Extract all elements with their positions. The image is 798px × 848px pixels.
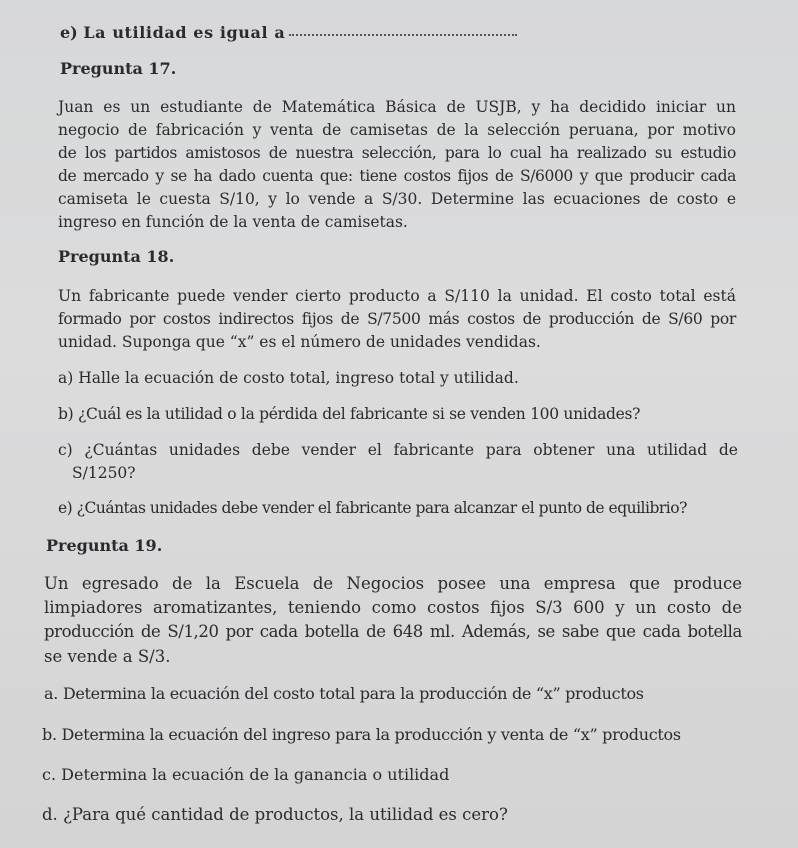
q18-item-b-text: ¿Cuál es la utilidad o la pérdida del fabricante si se venden 100 unidades?: [78, 405, 641, 423]
q19-item-b-label: b.: [42, 725, 57, 744]
q19-item-a-label: a.: [44, 684, 59, 703]
q18-item-c-cont: S/1250?: [72, 464, 136, 482]
q19-line-3: producción de S/1,20 por cada botella de 648 ml. Además, se sabe que cada botella: [44, 622, 742, 641]
q19-item-c: [42, 764, 449, 786]
q18-title: Pregunta 18.: [58, 247, 175, 266]
q18-item-c: [58, 439, 738, 461]
q19-item-d-text: ¿Para qué cantidad de productos, la utilidad es cero?: [63, 805, 508, 824]
q19-item-c-text: Determina la ecuación de la ganancia o utilidad: [61, 765, 450, 784]
q19-item-c-label: c.: [42, 765, 57, 784]
q19-item-d: [42, 804, 508, 826]
q18-item-e: [58, 497, 687, 519]
q19-item-d-label: d.: [42, 805, 58, 824]
top-item-text: La utilidad es igual a: [83, 23, 286, 42]
q18-line-3: unidad. Suponga que “x” es el número de unidades vendidas.: [58, 333, 541, 351]
q18-item-a-label: a): [58, 369, 74, 387]
q18-item-e-label: e): [58, 499, 73, 517]
answer-blank: [289, 33, 517, 36]
q18-item-b-label: b): [58, 405, 74, 423]
q19-title: Pregunta 19.: [46, 536, 163, 555]
q18-item-e-text: ¿Cuántas unidades debe vender el fabricante para alcanzar el punto de equilibrio?: [76, 499, 687, 517]
q19-item-b-text: Determina la ecuación del ingreso para la producción y venta de “x” productos: [61, 725, 681, 744]
top-item: [60, 22, 517, 44]
q19-item-b: [42, 724, 681, 746]
q18-line-1: Un fabricante puede vender cierto producto a S/110 la unidad. El costo total está: [58, 287, 736, 305]
q17-line-3: de los partidos amistosos de nuestra selección, para lo cual ha realizado su estudio: [58, 144, 736, 162]
q18-item-b: [58, 403, 640, 425]
q18-item-a-text: Halle la ecuación de costo total, ingreso total y utilidad.: [78, 369, 519, 387]
q17-line-6: ingreso en función de la venta de camisetas.: [58, 213, 408, 231]
q18-item-a: [58, 367, 519, 389]
q19-line-2: limpiadores aromatizantes, teniendo como costos fijos S/3 600 y un costo de: [44, 598, 742, 617]
q19-line-4: se vende a S/3.: [44, 647, 171, 666]
q17-line-5: camiseta le cuesta S/10, y lo vende a S/30. Determine las ecuaciones de costo e: [58, 190, 736, 208]
q19-item-a-text: Determina la ecuación del costo total para la producción de “x” productos: [62, 684, 644, 703]
q17-line-2: negocio de fabricación y venta de camisetas de la selección peruana, por motivo: [58, 121, 736, 139]
q19-line-1: Un egresado de la Escuela de Negocios posee una empresa que produce: [44, 574, 742, 593]
top-item-label: e): [60, 23, 78, 42]
q18-line-2: formado por costos indirectos fijos de S/7500 más costos de producción de S/60 por: [58, 310, 736, 328]
q17-title: Pregunta 17.: [60, 59, 177, 78]
q17-line-1: Juan es un estudiante de Matemática Básica de USJB, y ha decidido iniciar un: [58, 98, 736, 116]
q18-item-c-label: c): [58, 441, 73, 459]
q18-item-c-text: ¿Cuántas unidades debe vender el fabricante para obtener una utilidad de: [84, 441, 738, 459]
q19-item-a: [44, 683, 644, 705]
q17-line-4: de mercado y se ha dado cuenta que: tiene costos fijos de S/6000 y que producir cada: [58, 167, 736, 185]
